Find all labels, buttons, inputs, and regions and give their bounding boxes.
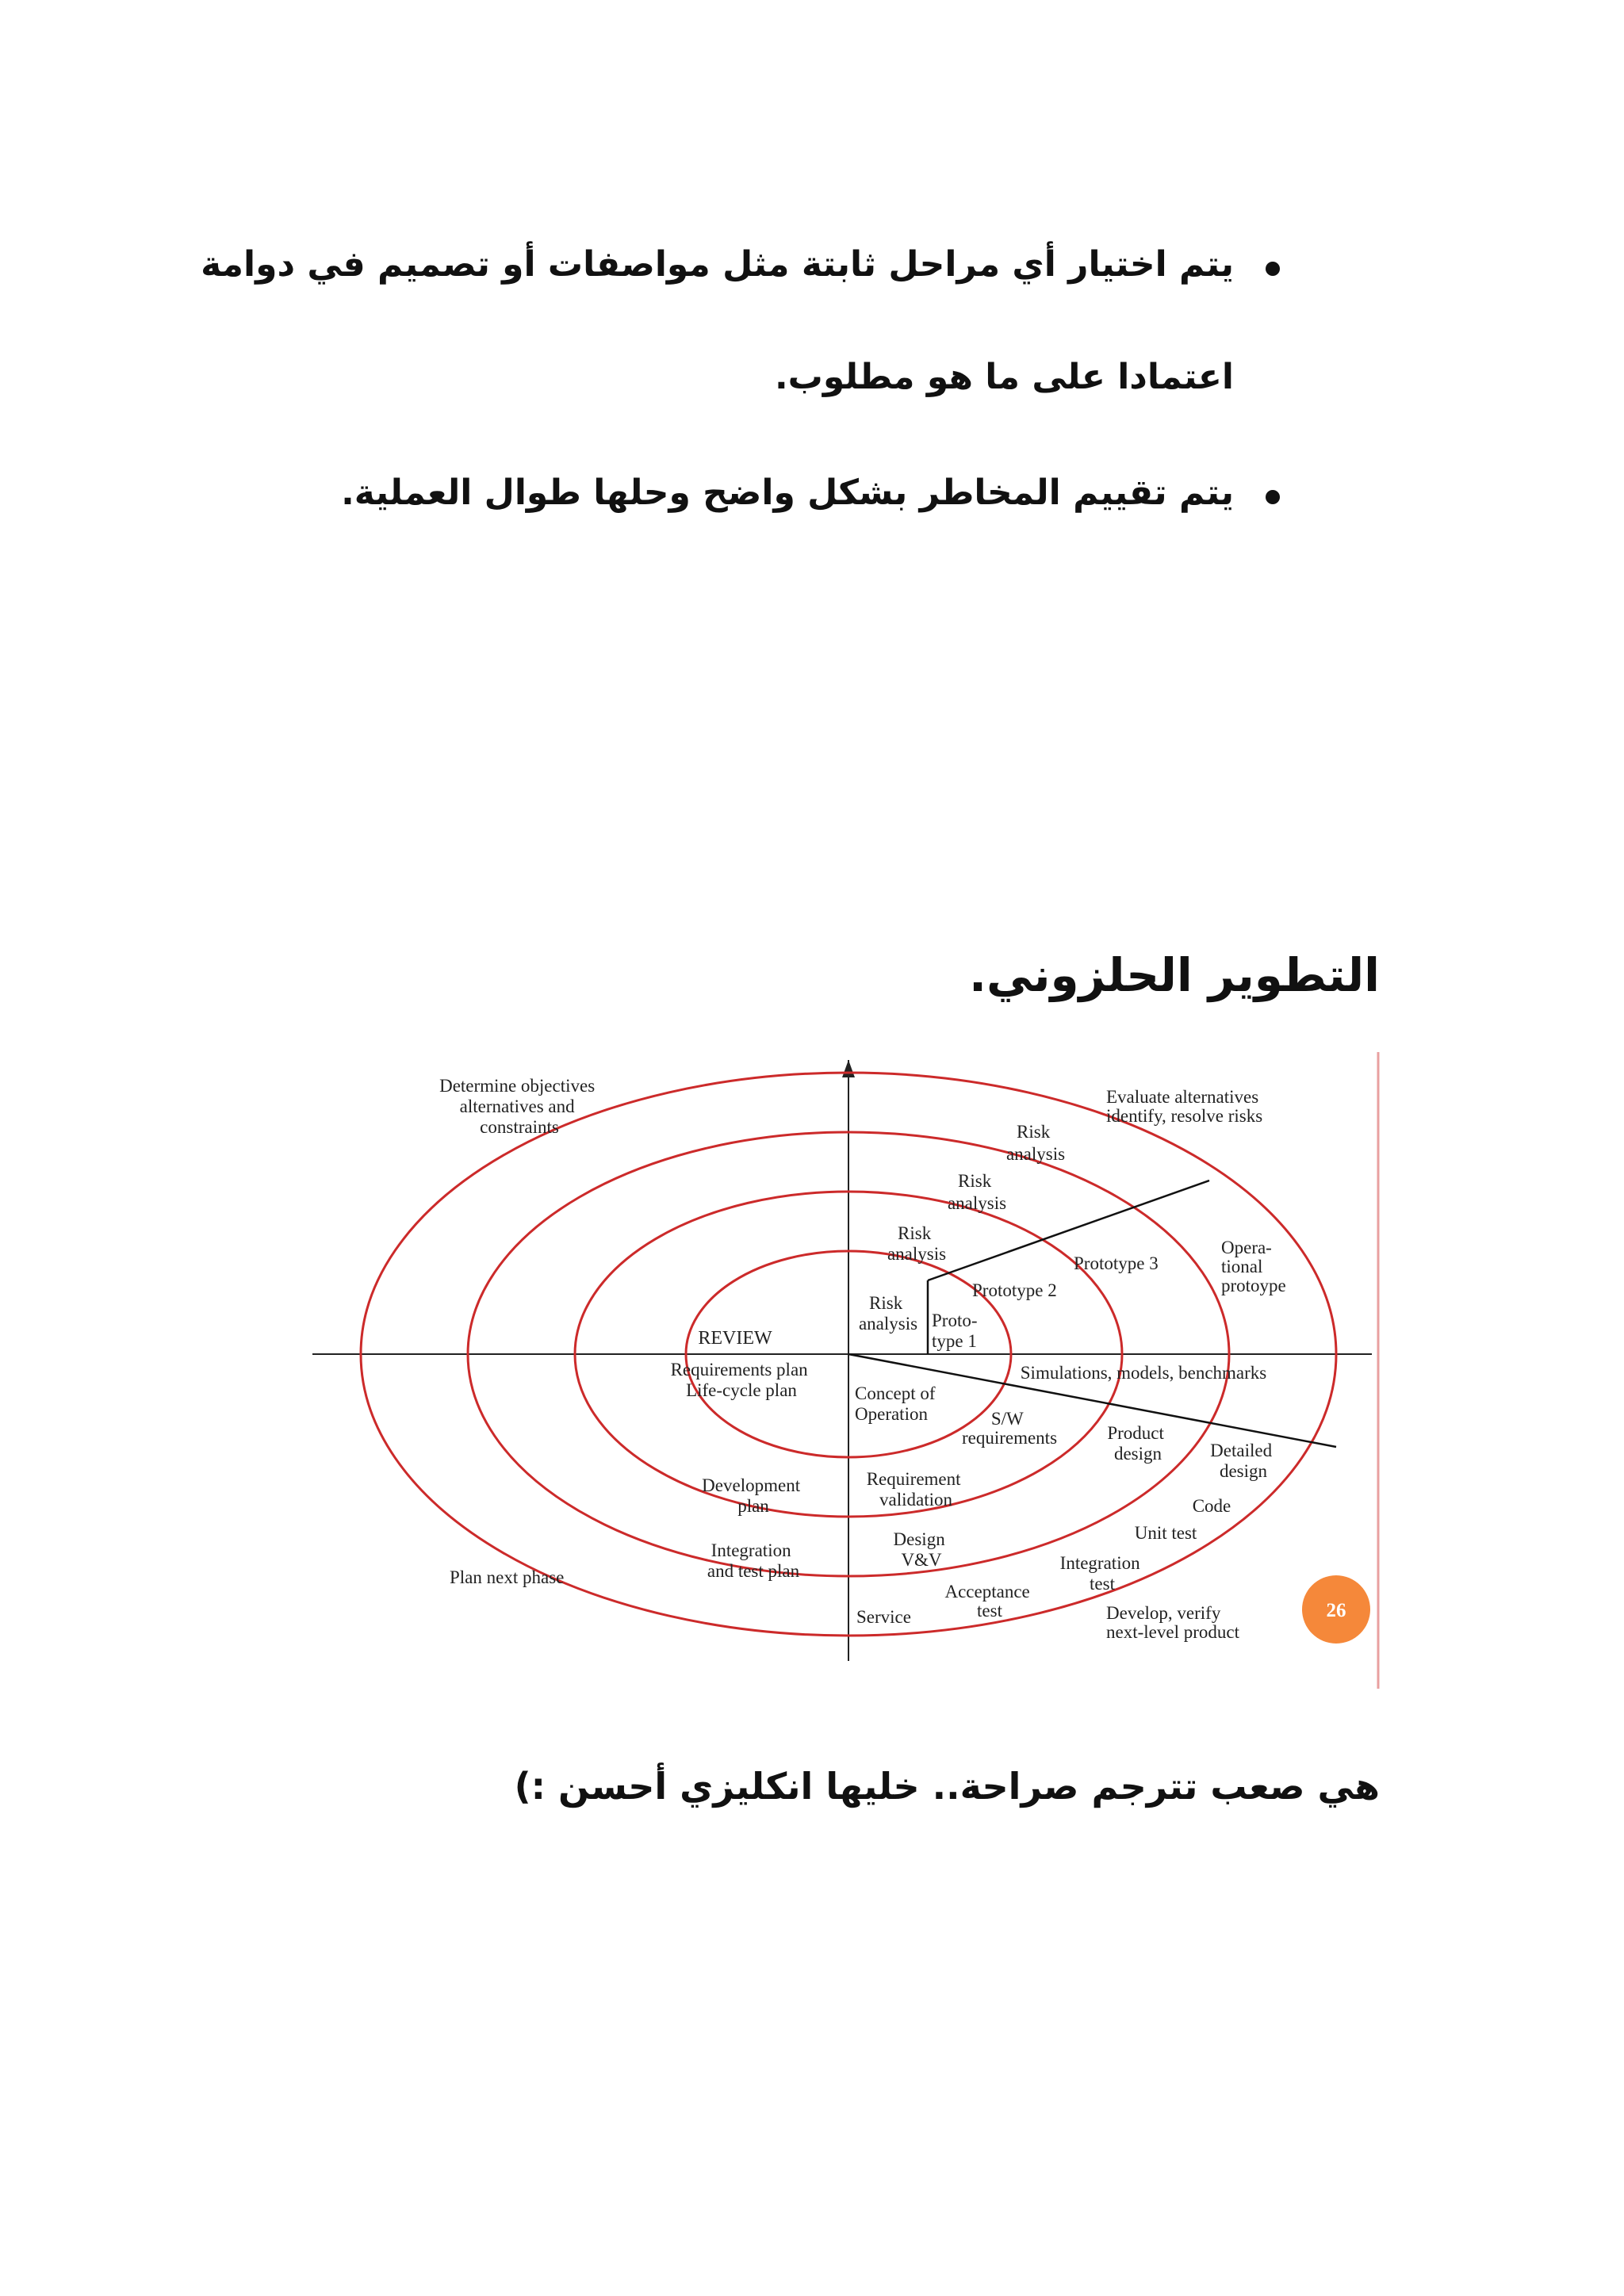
requirement-validation-label: Requirement validation [866, 1469, 961, 1510]
unit-test-label: Unit test [1134, 1523, 1197, 1543]
bullet-text-line: يتم تقييم المخاطر بشكل واضح وحلها طوال العملية. [341, 473, 1234, 513]
requirements-plan-label: Requirements plan Life-cycle plan [670, 1360, 808, 1400]
bullet-marker [1266, 490, 1280, 504]
quadrant-label-plan-next: Plan next phase [450, 1567, 565, 1587]
bullet-marker [1266, 262, 1280, 276]
bullet-text-line: اعتمادا على ما هو مطلوب. [774, 357, 1234, 397]
prototype-3-label: Prototype 3 [1074, 1253, 1159, 1273]
risk-analysis-label: Risk analysis [858, 1293, 918, 1334]
quadrant-label-objectives: Determine objectives alternatives and constraints [439, 1076, 596, 1137]
detailed-design-label: Detailed design [1210, 1441, 1273, 1481]
review-label: REVIEW [698, 1328, 772, 1349]
development-plan-label: Development plan [702, 1475, 801, 1516]
prototype-1-label: Proto- type 1 [932, 1311, 978, 1351]
integration-test-label: Integration test [1059, 1553, 1140, 1594]
bullet-text-line: يتم اختيار أي مراحل ثابتة مثل مواصفات أو تصميم في دوامة [201, 244, 1234, 285]
code-label: Code [1192, 1496, 1231, 1516]
prototype-2-label: Prototype 2 [972, 1280, 1057, 1300]
integration-plan-label: Integration and test plan [707, 1540, 800, 1581]
risk-analysis-label: Risk analysis [947, 1171, 1007, 1213]
quadrant-label-evaluate: Evaluate alternatives identify, resolve risks [1106, 1087, 1263, 1126]
page-number: 26 [1326, 1600, 1346, 1621]
spiral-model-diagram [301, 1043, 1380, 1693]
acceptance-test-label: Acceptance test [944, 1582, 1030, 1621]
quadrant-label-develop: Develop, verify next-level product [1106, 1603, 1239, 1642]
service-label: Service [856, 1607, 911, 1627]
risk-analysis-label: Risk analysis [887, 1223, 947, 1264]
product-design-label: Product design [1107, 1423, 1164, 1464]
concept-of-operation-label: Concept of Operation [855, 1383, 936, 1424]
sw-requirements-label: S/W requirements [961, 1409, 1058, 1448]
design-vv-label: Design V&V [893, 1529, 945, 1570]
operational-prototype-label: Opera- tional protoype [1221, 1238, 1286, 1295]
footer-note: هي صعب تترجم صراحة.. خليها انكليزي أحسن :) [514, 1765, 1380, 1808]
simulations-label: Simulations, models, benchmarks [1020, 1363, 1267, 1383]
axis-arrowhead [842, 1060, 855, 1077]
section-heading: التطوير الحلزوني. [968, 948, 1380, 1002]
risk-analysis-label: Risk analysis [1005, 1122, 1066, 1164]
